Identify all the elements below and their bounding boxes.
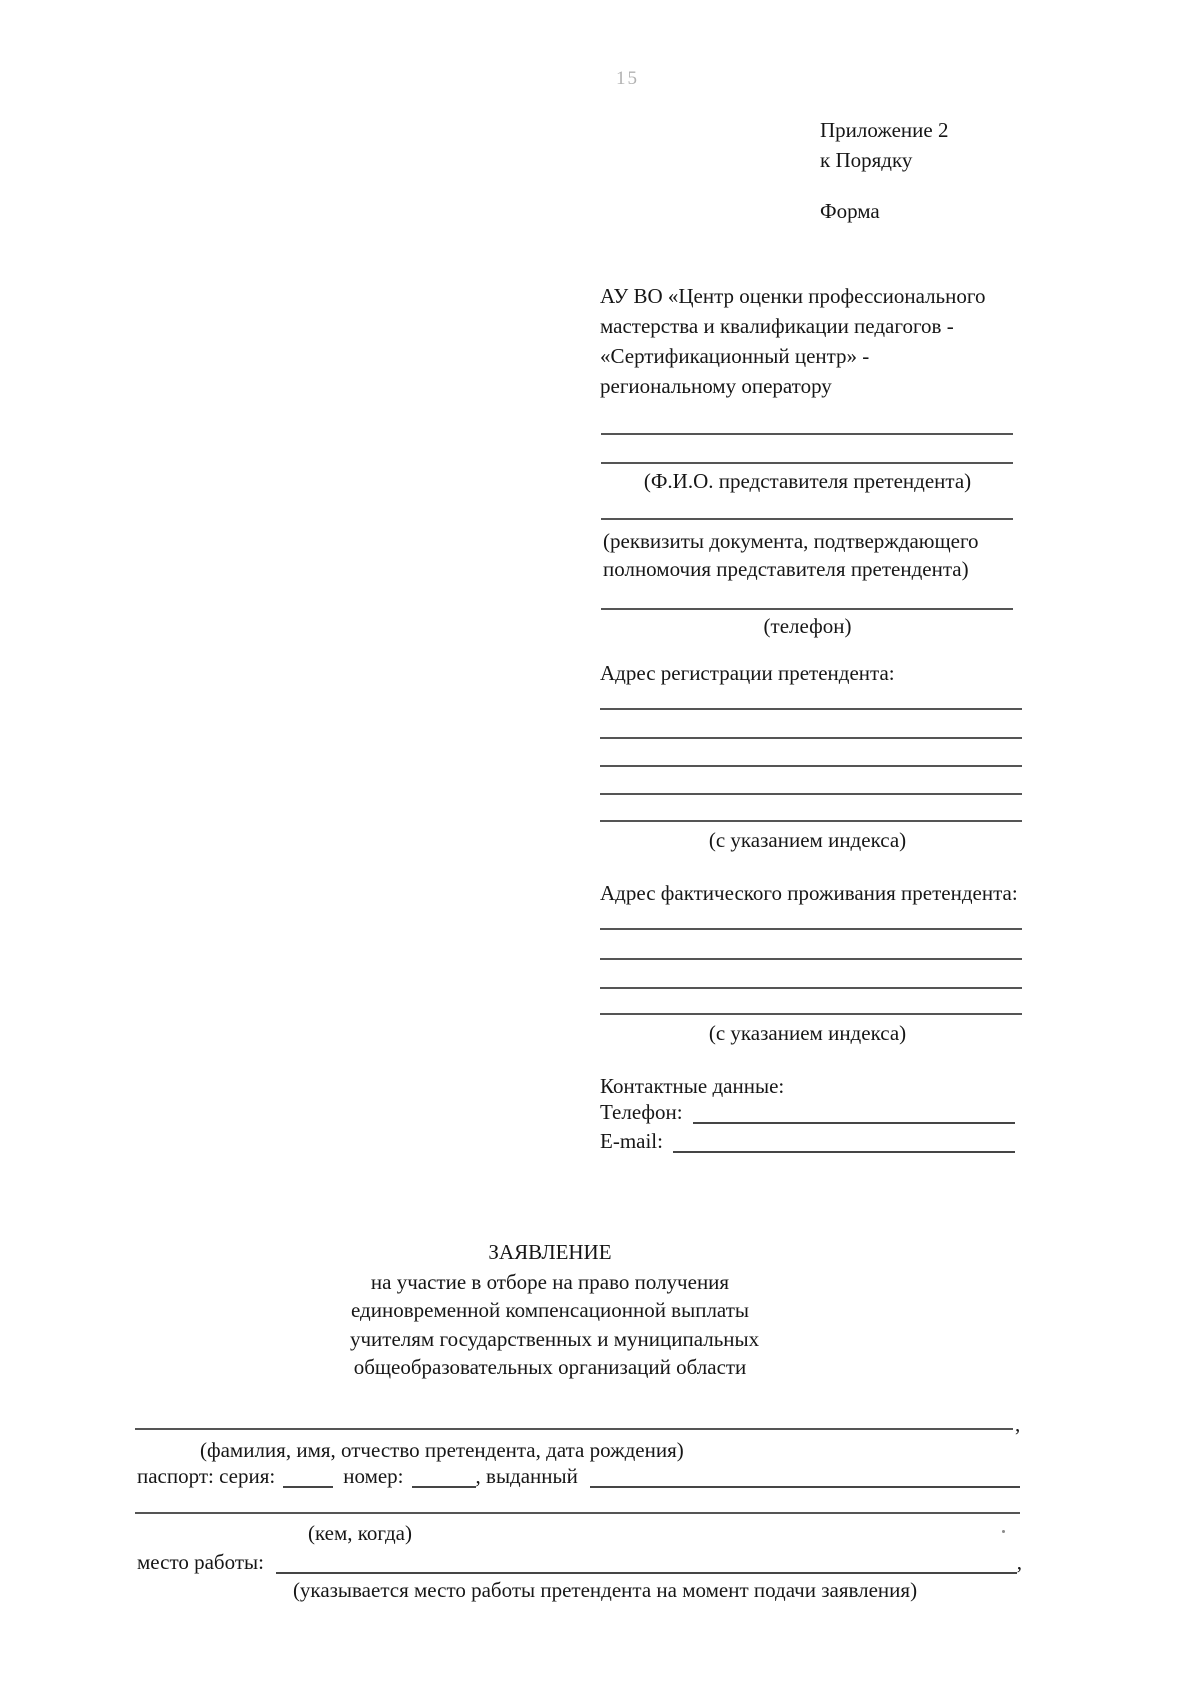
phone-caption: (телефон) (763, 614, 852, 638)
phone-blank-line (601, 608, 1013, 610)
contact-email-label: E-mail: (600, 1129, 663, 1153)
passport-row (137, 1464, 1020, 1488)
representative-name-blank-line (601, 433, 1013, 435)
workplace-comma: , (1016, 1550, 1022, 1574)
registration-address-blank-line (600, 820, 1022, 822)
applicant-name-blank-line (135, 1428, 1013, 1430)
registration-address-label: Адрес регистрации претендента: (600, 661, 895, 685)
issuer-caption: (кем, когда) (308, 1521, 412, 1545)
representative-name-blank-line (601, 462, 1013, 464)
application-title-line: единовременной компенсационной выплаты (351, 1298, 749, 1322)
document-details-caption (603, 527, 979, 583)
application-title-line: учителям государственных и муниципальных (350, 1327, 760, 1351)
document-details-blank-line (601, 518, 1013, 520)
actual-index-caption: (с указанием индекса) (708, 1021, 907, 1045)
actual-address-blank-line (600, 987, 1022, 989)
actual-address-blank-line (600, 1013, 1022, 1015)
passport-series-blank (283, 1464, 333, 1488)
contact-email-blank-line (673, 1129, 1015, 1153)
passport-series-label: паспорт: серия: (137, 1464, 276, 1488)
application-title-line: на участие в отборе на право получения (370, 1270, 730, 1294)
page-number: 15 (616, 68, 639, 89)
contact-email-row (600, 1129, 1015, 1153)
document-details-caption-line: полномочия представителя претендента) (603, 557, 969, 581)
representative-name-caption: (Ф.И.О. представителя претендента) (643, 469, 972, 493)
registration-index-caption: (с указанием индекса) (708, 828, 907, 852)
workplace-blank-line (276, 1550, 1017, 1574)
addressee-org-line: мастерства и квалификации педагогов - (600, 314, 954, 338)
document-details-caption-line: (реквизиты документа, подтверждающего (603, 529, 979, 553)
registration-address-blank-line (600, 793, 1022, 795)
addressee-org-line: АУ ВО «Центр оценки профессионального (600, 284, 986, 308)
workplace-caption: (указывается место работы претендента на момент подачи заявления) (292, 1578, 918, 1602)
passport-number-label: номер: (343, 1464, 404, 1488)
passport-issued-label: , выданный (475, 1464, 578, 1488)
actual-address-blank-line (600, 928, 1022, 930)
application-title: ЗАЯВЛЕНИЕ (488, 1240, 612, 1264)
passport-issuer-blank (590, 1464, 1020, 1488)
addressee-org-line: «Сертификационный центр» - (600, 344, 870, 368)
addressee-org-line: региональному оператору (600, 374, 832, 398)
actual-address-label: Адрес фактического проживания претендента: (600, 881, 1018, 905)
workplace-label: место работы: (137, 1550, 264, 1574)
scan-speck (1002, 1530, 1005, 1533)
application-title-line: общеобразовательных организаций области (353, 1355, 747, 1379)
contact-phone-blank-line (693, 1100, 1015, 1124)
appendix-sub-label: к Порядку (820, 148, 913, 172)
passport-number-blank (412, 1464, 476, 1488)
actual-address-blank-line (600, 958, 1022, 960)
appendix-label: Приложение 2 (820, 118, 949, 142)
applicant-name-comma: , (1015, 1412, 1021, 1436)
workplace-row (137, 1550, 1022, 1574)
registration-address-blank-line (600, 737, 1022, 739)
contact-phone-label: Телефон: (600, 1100, 683, 1124)
form-label: Форма (820, 199, 880, 223)
registration-address-blank-line (600, 765, 1022, 767)
contacts-label: Контактные данные: (600, 1074, 785, 1098)
issuer-blank-line (135, 1512, 1020, 1514)
applicant-name-caption: (фамилия, имя, отчество претендента, дата рождения) (200, 1438, 684, 1462)
contact-phone-row (600, 1100, 1015, 1124)
registration-address-blank-line (600, 708, 1022, 710)
